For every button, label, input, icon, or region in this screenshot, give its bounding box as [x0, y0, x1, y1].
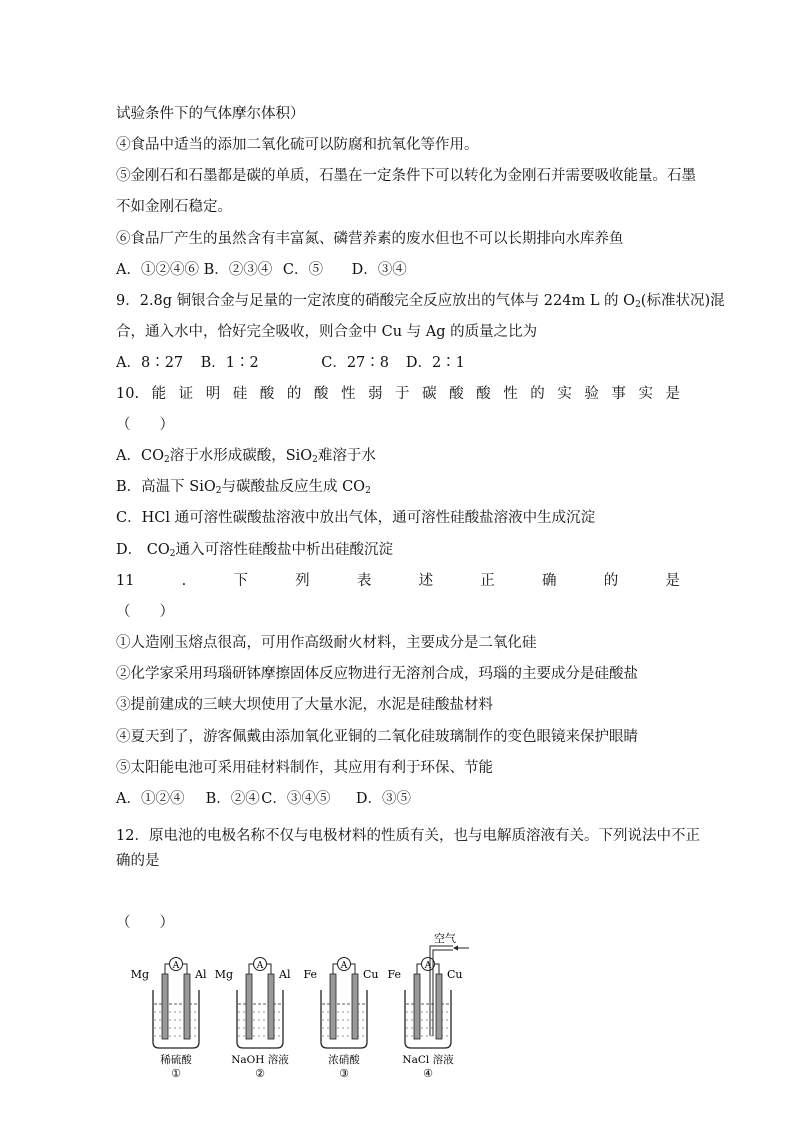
q11-options	[116, 789, 411, 809]
q8-options	[116, 260, 407, 280]
option-a: A．8∶27	[116, 355, 184, 371]
statement-6: ⑥食品厂产生的虽然含有丰富氮、磷营养素的废水但也不可以长期排向水库养鱼	[116, 231, 624, 247]
stem-char: 10.	[116, 386, 140, 402]
q12-line1: 12．原电池的电极名称不仅与电极材料的性质有关，也与电解质溶液有关。下列说法中不正	[116, 828, 700, 844]
stem-char: 实	[557, 386, 572, 402]
stem-char: 于	[395, 386, 410, 402]
option-b: B．②③④	[203, 262, 273, 278]
q12-line2: 确的是	[116, 853, 160, 869]
stem-char: 是	[665, 573, 680, 589]
galvanic-cells-figure	[120, 932, 480, 1082]
solution-label: 浓硝酸	[328, 1054, 360, 1066]
q10-stem	[116, 384, 680, 404]
q11-statement-4: ④夏天到了，游客佩戴由添加氧化亚铜的二氧化硅玻璃制作的变色眼镜来保护眼睛	[116, 729, 638, 745]
left-electrode: Fe	[303, 968, 317, 981]
option-d: D．2∶1	[405, 355, 465, 371]
q11-statement-1: ①人造刚玉熔点很高，可用作高级耐火材料，主要成分是二氧化硅	[116, 635, 537, 651]
cell-number: ④	[423, 1067, 433, 1080]
q10-option-a	[116, 446, 376, 466]
option-a: A．①②④⑥	[116, 262, 199, 278]
cell-number: ①	[171, 1067, 181, 1080]
stem-char: 硅	[232, 386, 248, 402]
right-electrode: Cu	[363, 968, 379, 981]
stem-char: 列	[295, 573, 310, 589]
cell-number: ③	[339, 1067, 349, 1080]
q9-line2: 合，通入水中，恰好完全吸收，则合金中 Cu 与 Ag 的质量之比为	[116, 324, 538, 340]
stem-char: 是	[665, 386, 680, 402]
solution-label: NaCl 溶液	[402, 1054, 454, 1066]
statement-5: ⑤金刚石和石墨都是碳的单质，石墨在一定条件下可以转化为金刚石并需要吸收能量。石墨	[116, 168, 696, 184]
right-electrode: Al	[195, 968, 207, 981]
stem-char: 酸	[449, 386, 464, 402]
option-c: C．27∶8	[321, 355, 389, 371]
cell-2	[215, 958, 291, 1081]
stem-char: 述	[418, 573, 434, 589]
answer-paren: （ ）	[116, 604, 174, 620]
option-text: 与碳酸盐反应生成 CO	[221, 479, 366, 495]
cell-4	[387, 932, 469, 1080]
stem-char: 弱	[367, 386, 383, 402]
option-text: A．CO	[116, 448, 164, 464]
arrow-left-icon	[453, 946, 458, 951]
ammeter-icon: A	[172, 961, 180, 971]
stem-char: 证	[178, 386, 194, 402]
stem-char: 确	[541, 573, 557, 589]
option-d: D．③④	[351, 262, 407, 278]
q11-stem	[116, 571, 680, 591]
statement-5-cont: 不如金刚石稳定。	[116, 199, 232, 215]
subscript: 2	[312, 455, 318, 465]
q11-statement-3: ③提前建成的三峡大坝使用了大量水泥，水泥是硅酸盐材料	[116, 697, 493, 713]
ammeter-icon: A	[424, 961, 432, 971]
q9-line1	[116, 291, 725, 311]
stem-char: 正	[480, 573, 495, 589]
q10-option-b	[116, 477, 371, 497]
stem-char: .	[181, 573, 187, 589]
option-d: D．③⑤	[355, 791, 411, 807]
ammeter-icon: A	[340, 961, 348, 971]
stem-char: 实	[638, 386, 653, 402]
left-electrode: Mg	[214, 968, 233, 981]
left-electrode: Mg	[130, 968, 149, 981]
subscript: 2	[169, 549, 176, 559]
answer-paren: （ ）	[116, 915, 174, 931]
left-electrode: Fe	[387, 968, 401, 981]
stem-char: 11	[116, 573, 135, 589]
cell-number: ②	[255, 1067, 265, 1080]
option-a: A．①②④	[116, 791, 185, 807]
solution-label: 稀硫酸	[160, 1054, 192, 1066]
stem-char: 酸	[476, 386, 491, 402]
solution-label: NaOH 溶液	[231, 1054, 289, 1066]
subscript: 2	[365, 486, 371, 496]
statement-4: ④食品中适当的添加二氧化硫可以防腐和抗氧化等作用。	[116, 137, 479, 153]
option-c: C．⑤	[282, 262, 323, 278]
stem-char: 明	[205, 386, 221, 402]
subscript: 2	[635, 300, 641, 310]
stem-char: 下	[233, 573, 248, 589]
q9-text: 9．2.8g 铜银合金与足量的一定浓度的硝酸完全反应放出的气体与 224m L 的 O	[116, 293, 636, 309]
option-b: B．②④	[205, 791, 260, 807]
stem-char: 的	[603, 573, 619, 589]
air-label: 空气	[434, 932, 456, 945]
stem-char: 酸	[259, 386, 275, 402]
subscript: 2	[215, 486, 222, 496]
stem-char: 表	[356, 573, 372, 589]
stem-char: 碳	[422, 386, 437, 402]
stem-char: 验	[584, 386, 599, 402]
q10-option-d	[116, 540, 393, 560]
option-text: 难溶于水	[317, 448, 376, 464]
answer-paren: （ ）	[116, 417, 174, 433]
text-line: 试验条件下的气体摩尔体积）	[116, 106, 305, 122]
ammeter-icon: A	[256, 961, 264, 971]
q10-option-c: C．HCl 通可溶性碳酸盐溶液中放出气体，通可溶性硅酸盐溶液中生成沉淀	[116, 510, 596, 526]
cell-3	[303, 958, 378, 1081]
stem-char: 的	[286, 386, 302, 402]
stem-char: 性	[340, 386, 356, 402]
option-text: 通入可溶性硅酸盐中析出硅酸沉淀	[175, 542, 393, 558]
option-c: C．③④⑤	[261, 791, 331, 807]
stem-char: 酸	[313, 386, 329, 402]
stem-char: 事	[611, 386, 626, 402]
option-text: B．高温下 SiO	[116, 479, 216, 495]
stem-char: 的	[530, 386, 545, 402]
option-text: 溶于水形成碳酸，SiO	[169, 448, 313, 464]
stem-char: 能	[151, 386, 167, 402]
q11-statement-5: ⑤太阳能电池可采用硅材料制作，其应用有利于环保、节能	[116, 760, 493, 776]
option-text: D． CO	[116, 542, 170, 558]
q11-statement-2: ②化学家采用玛瑙研钵摩擦固体反应物进行无溶剂合成，玛瑙的主要成分是硅酸盐	[116, 666, 638, 682]
right-electrode: Cu	[447, 968, 463, 981]
subscript: 2	[163, 455, 170, 465]
q9-options	[116, 353, 465, 373]
q9-text: (标准状况)混	[640, 293, 725, 309]
option-b: B．1∶2	[200, 355, 259, 371]
right-electrode: Al	[279, 968, 291, 981]
stem-char: 性	[503, 386, 518, 402]
cell-1	[131, 958, 207, 1081]
